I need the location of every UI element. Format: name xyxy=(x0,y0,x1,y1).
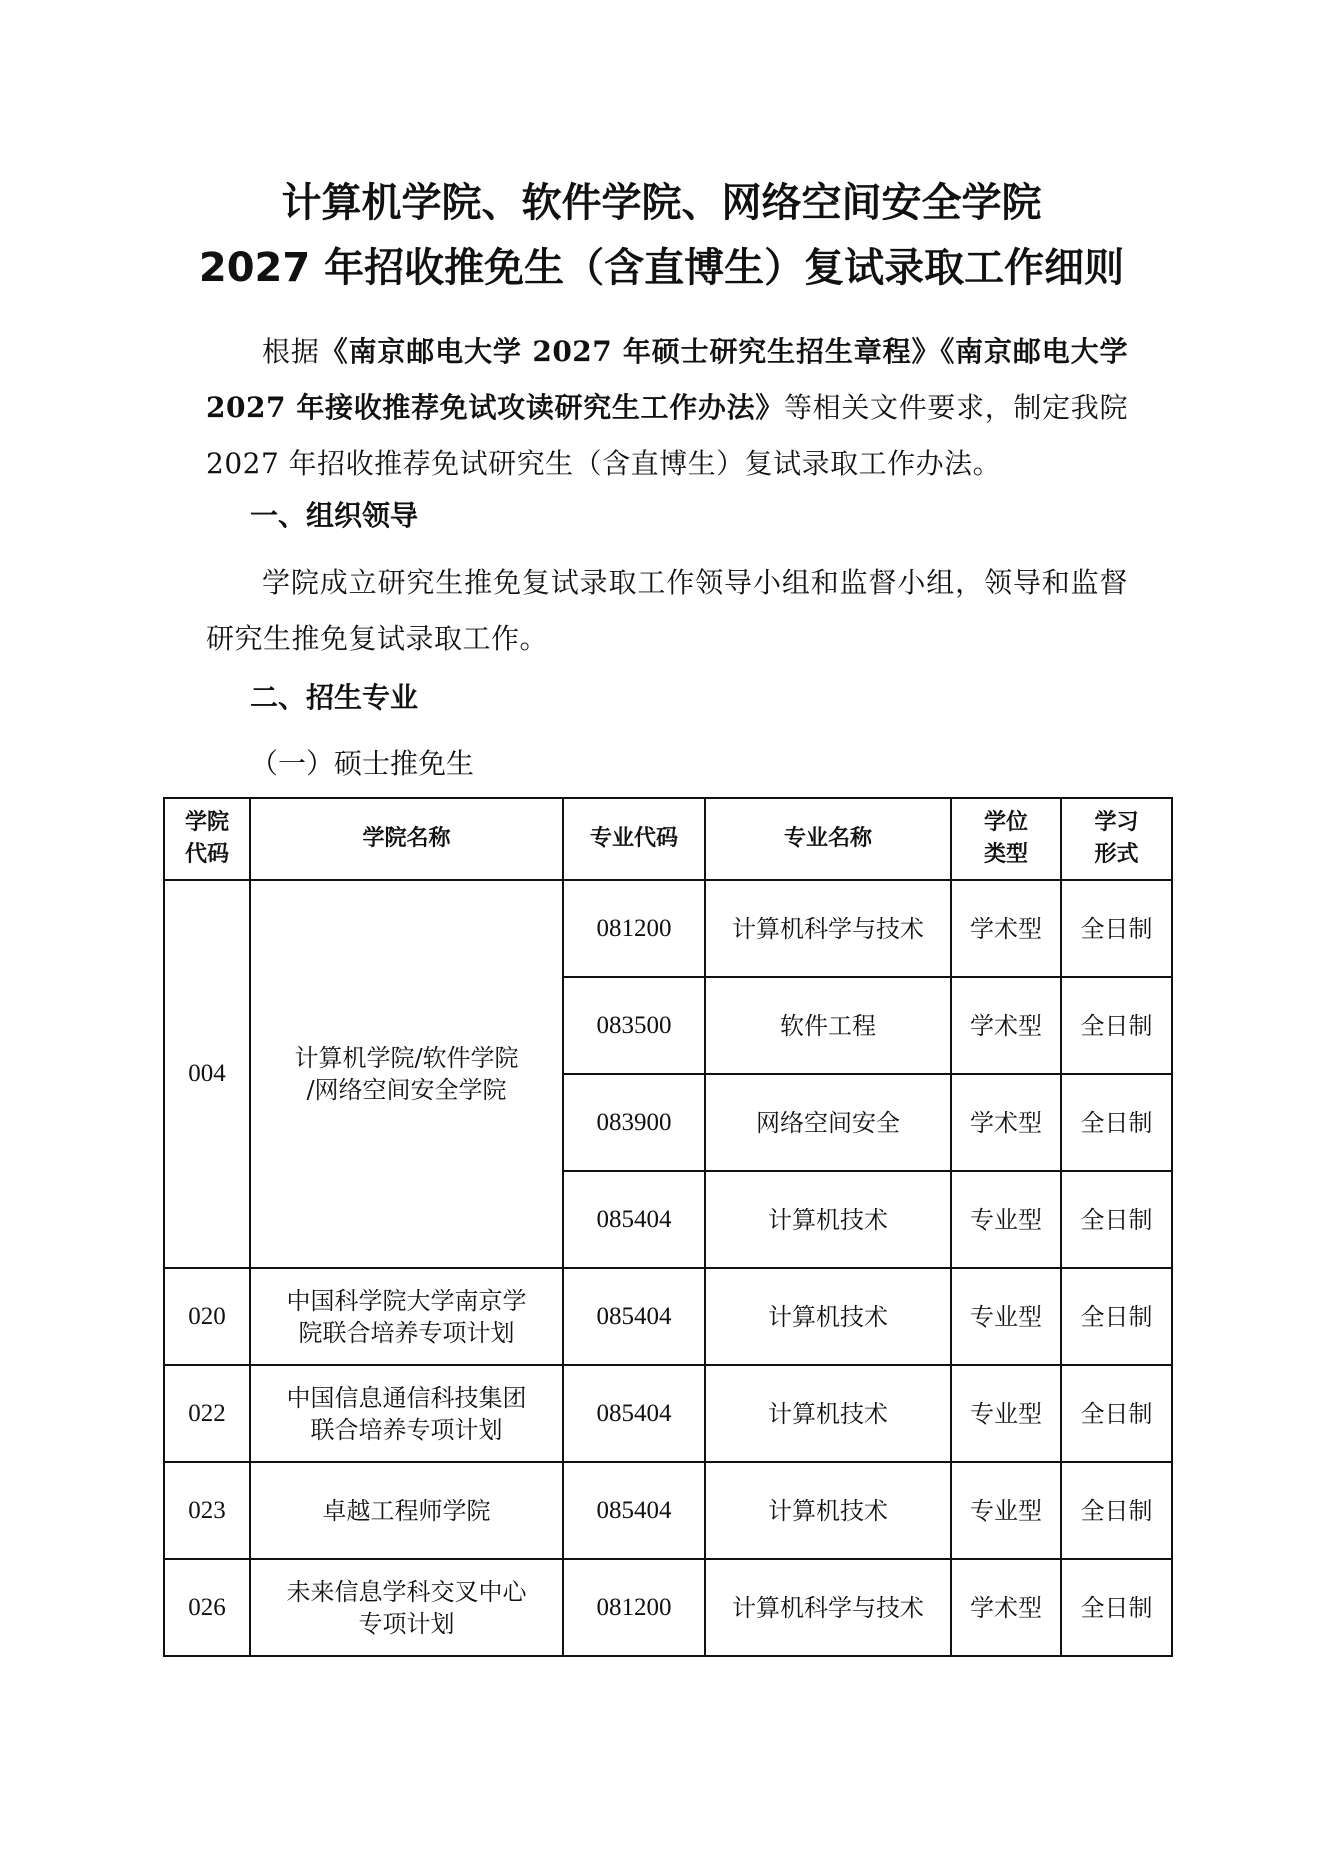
table-row xyxy=(164,1559,1172,1656)
college-name-cell: 中国科学院大学南京学 院联合培养专项计划 xyxy=(250,1268,563,1365)
college-code-cell: 022 xyxy=(164,1365,250,1462)
header-college-code: 学院 代码 xyxy=(164,798,250,880)
study-mode-cell: 全日制 xyxy=(1061,1559,1172,1656)
table-row xyxy=(164,1462,1172,1559)
header-college-name: 学院名称 xyxy=(250,798,563,880)
section1-heading: 一、组织领导 xyxy=(250,499,419,532)
doc-title-line1: 计算机学院、软件学院、网络空间安全学院 xyxy=(281,180,1042,226)
degree-type-cell: 学术型 xyxy=(951,1559,1061,1656)
degree-type-cell: 专业型 xyxy=(951,1268,1061,1365)
college-name-cell: 中国信息通信科技集团 联合培养专项计划 xyxy=(250,1365,563,1462)
major-code-cell: 085404 xyxy=(563,1268,705,1365)
intro-doc1: 《南京邮电大学 2027 年硕士研究生招生章程》 xyxy=(319,335,941,368)
college-name-cell: 未来信息学科交叉中心 专项计划 xyxy=(250,1559,563,1656)
intro-doc2: 《南京邮电大学 2027 年接收推荐免试攻读研究生工作办法》 xyxy=(206,335,1128,424)
study-mode-cell: 全日制 xyxy=(1061,1171,1172,1268)
intro-paragraph xyxy=(206,324,1128,492)
table-body xyxy=(164,880,1172,1656)
study-mode-cell: 全日制 xyxy=(1061,977,1172,1074)
degree-type-cell: 专业型 xyxy=(951,1462,1061,1559)
doc-title-line2: 2027 年招收推免生（含直博生）复试录取工作细则 xyxy=(198,245,1125,291)
majors-table xyxy=(163,797,1173,1657)
table-row xyxy=(164,880,1172,977)
header-major-name: 专业名称 xyxy=(705,798,951,880)
section1-text: 学院成立研究生推免复试录取工作领导小组和监督小组，领导和监督研究生推免复试录取工作。 xyxy=(206,566,1128,655)
intro-prefix: 根据 xyxy=(262,335,320,368)
section2-subheading: （一）硕士推免生 xyxy=(250,747,475,780)
degree-type-cell: 专业型 xyxy=(951,1365,1061,1462)
major-code-cell: 085404 xyxy=(563,1171,705,1268)
major-name-cell: 计算机技术 xyxy=(705,1171,951,1268)
degree-type-cell: 学术型 xyxy=(951,977,1061,1074)
college-code-cell: 020 xyxy=(164,1268,250,1365)
major-name-cell: 计算机技术 xyxy=(705,1462,951,1559)
major-code-cell: 085404 xyxy=(563,1365,705,1462)
college-code-cell: 023 xyxy=(164,1462,250,1559)
major-code-cell: 083900 xyxy=(563,1074,705,1171)
major-name-cell: 软件工程 xyxy=(705,977,951,1074)
college-name-cell: 卓越工程师学院 xyxy=(250,1462,563,1559)
study-mode-cell: 全日制 xyxy=(1061,880,1172,977)
study-mode-cell: 全日制 xyxy=(1061,1074,1172,1171)
college-name-cell: 计算机学院/软件学院 /网络空间安全学院 xyxy=(250,880,563,1268)
major-name-cell: 计算机科学与技术 xyxy=(705,880,951,977)
major-code-cell: 081200 xyxy=(563,1559,705,1656)
study-mode-cell: 全日制 xyxy=(1061,1462,1172,1559)
table-row xyxy=(164,1365,1172,1462)
study-mode-cell: 全日制 xyxy=(1061,1268,1172,1365)
study-mode-cell: 全日制 xyxy=(1061,1365,1172,1462)
major-name-cell: 计算机科学与技术 xyxy=(705,1559,951,1656)
major-name-cell: 网络空间安全 xyxy=(705,1074,951,1171)
degree-type-cell: 专业型 xyxy=(951,1171,1061,1268)
degree-type-cell: 学术型 xyxy=(951,880,1061,977)
intro-suffix: 等相关文件要求，制定我院 2027 年招收推荐免试研究生（含直博生）复试录取工作办法。 xyxy=(206,391,1128,480)
header-major-code: 专业代码 xyxy=(563,798,705,880)
major-code-cell: 081200 xyxy=(563,880,705,977)
degree-type-cell: 学术型 xyxy=(951,1074,1061,1171)
college-code-cell: 004 xyxy=(164,880,250,1268)
header-study-mode: 学习 形式 xyxy=(1061,798,1172,880)
header-degree-type: 学位 类型 xyxy=(951,798,1061,880)
major-name-cell: 计算机技术 xyxy=(705,1268,951,1365)
major-name-cell: 计算机技术 xyxy=(705,1365,951,1462)
college-code-cell: 026 xyxy=(164,1559,250,1656)
table-row xyxy=(164,1268,1172,1365)
major-code-cell: 085404 xyxy=(563,1462,705,1559)
section2-heading: 二、招生专业 xyxy=(250,681,419,714)
major-code-cell: 083500 xyxy=(563,977,705,1074)
table-header-row xyxy=(164,798,1172,880)
